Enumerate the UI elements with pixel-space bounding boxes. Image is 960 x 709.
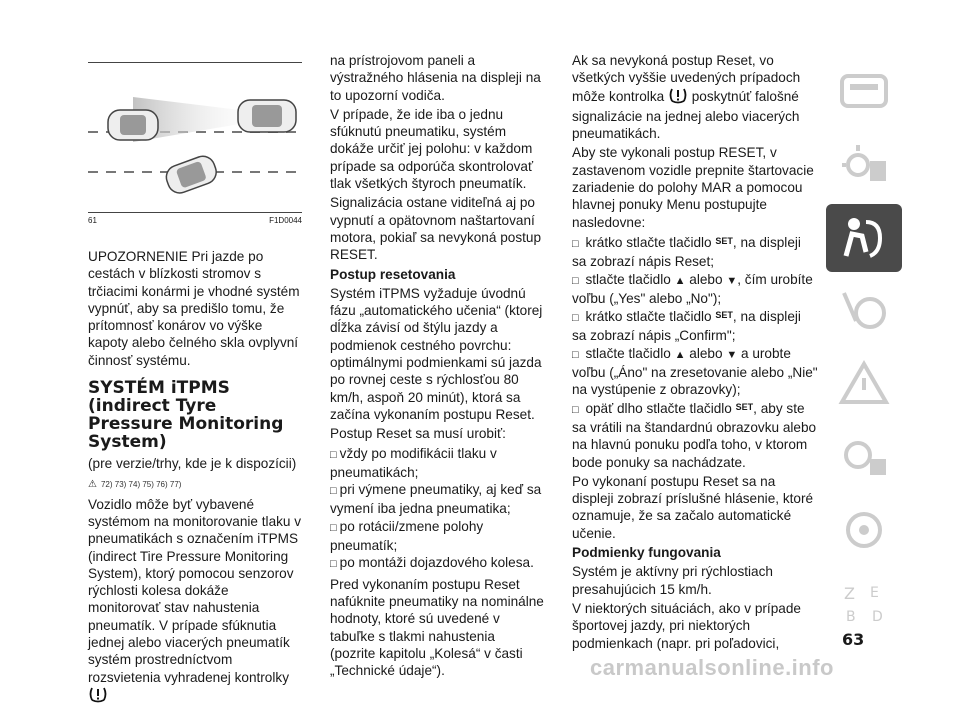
car-dashboard-icon[interactable] <box>826 58 902 126</box>
column-3 <box>572 52 818 654</box>
step-4-b: alebo <box>689 345 723 361</box>
safety-airbag-icon[interactable] <box>826 204 902 272</box>
figure-caption <box>88 216 302 225</box>
top-rule <box>88 62 302 63</box>
maintenance-icon[interactable] <box>826 423 902 491</box>
set-button-icon: SET <box>715 235 733 246</box>
svg-text:D: D <box>872 609 883 625</box>
set-button-icon: SET <box>735 401 754 412</box>
svg-text:Z: Z <box>844 584 855 603</box>
list-item: □ pri výmene pneumatiky, aj keď sa vymení iba jedna pneumatika; <box>330 481 544 518</box>
step-1-a: krátko stlačte tlačidlo <box>585 234 712 250</box>
reference-list: 72) 73) 74) 75) 76) 77) <box>100 480 182 490</box>
step-4-a: stlačte tlačidlo <box>585 345 671 361</box>
section-heading-reset: Postup resetovania <box>330 266 456 282</box>
step-3-a: krátko stlačte tlačidlo <box>585 309 712 325</box>
emergency-icon[interactable] <box>826 350 902 418</box>
step-2-c: , čím urobíte voľbu („Yes" alebo „No"); <box>572 271 813 306</box>
col3-paragraph-1-b: poskytnúť falošné signalizácie na jednej alebo viacerých pneumatikách. <box>572 88 800 142</box>
set-button-icon: SET <box>715 310 733 321</box>
technical-data-icon[interactable] <box>826 496 902 564</box>
col3-paragraph-2: Aby ste vykonali postup RESET, v zastavenom vozidle prepnite štartovacie zariadenie do polohy MAR a pomocou hlavnej ponuky Menu postupujte nasledovne: <box>572 145 814 230</box>
col3-paragraph-4: Systém je aktívny pri rýchlostiach presahujúcich 15 km/h. <box>572 564 773 597</box>
warning-triangle-icon: ⚠ <box>88 479 97 491</box>
watermark: carmanualsonline.info <box>590 655 834 680</box>
start-drive-icon[interactable] <box>826 277 902 345</box>
col2-paragraph-3: Signalizácia ostane viditeľná aj po vypnutí a opätovnom naštartovaní motora, pokiaľ sa nevykoná postup RESET. <box>330 195 542 263</box>
list-item: □ po rotácii/zmene polohy pneumatík; <box>330 518 544 555</box>
col3-paragraph-1 <box>572 52 818 142</box>
page-number: 63 <box>842 630 865 649</box>
col3-paragraph-3: Po vykonaní postupu Reset sa na displeji zobrazí príslušné hlásenie, ktoré oznamuje, že sa začalo automatické učenie. <box>572 473 814 541</box>
step-1-b: , na displeji sa zobrazí nápis Reset; <box>572 234 801 270</box>
list-item <box>572 271 818 308</box>
tyre-pressure-warning-icon <box>88 686 108 707</box>
availability-note: (pre verzie/trhy, kde je k dispozícii) <box>88 456 297 472</box>
col3-paragraph-5: V niektorých situáciách, ako v prípade športovej jazdy, pri niektorých podmienkach (napr. pri poľadovici, <box>572 600 801 651</box>
col2-paragraph-2: V prípade, že ide iba o jednu sfúknutú pneumatiku, systém dokáže určiť jej polohu: v každom prípade sa odporúča skontrolovať tlak všetkých štyroch pneumatík. <box>330 106 534 192</box>
column-1 <box>88 248 302 709</box>
index-icon[interactable] <box>826 569 902 637</box>
section-heading-itpms: SYSTÉM iTPMS (indirect Tyre Pressure Monitoring System) <box>88 378 284 453</box>
step-5-a: opäť dlho stlačte tlačidlo <box>585 400 732 416</box>
step-3-b: , na displeji sa zobrazí nápis „Confirm"; <box>572 309 801 344</box>
list-item <box>572 399 818 471</box>
figure-bottom-rule <box>88 212 302 213</box>
col2-paragraph-1: na prístrojovom paneli a výstražného hlásenia na displeji na to upozorní vodiča. <box>330 53 541 103</box>
column-2 <box>330 52 544 681</box>
itpms-intro-text: Vozidlo môže byť vybavené systémom na monitorovanie tlaku v pneumatikách s označením iTPMS (indirect Tire Pressure Monitoring System), ktorý pomocou senzorov rýchlosti kolesa dokáže monitorovať stav nahustenia pneumatík. V prípade sfúknutia jednej alebo viacerých pneumatík systém prostredníctvom rozsvietenia vyhradenej kontrolky <box>88 496 302 685</box>
step-2-b: alebo <box>689 271 723 287</box>
section-heading-conditions: Podmienky fungovania <box>572 545 721 561</box>
col2-paragraph-6: Pred vykonaním postupu Reset nafúknite pneumatiky na nominálne hodnoty, ktoré sú uvedené v tabuľke s tlakmi nahustenia (pozrite kapitolu „Kolesá“ v časti „Technické údaje“). <box>330 576 544 679</box>
figure-61 <box>88 72 302 212</box>
tyre-pressure-warning-icon <box>668 87 688 108</box>
svg-text:E: E <box>870 585 879 601</box>
list-item <box>572 307 818 345</box>
figure-code: F1D0044 <box>269 216 302 225</box>
warning-lights-icon[interactable] <box>826 131 902 199</box>
down-button-icon: ▼ <box>726 348 738 361</box>
car-sensor-illustration <box>88 72 302 212</box>
step-4-c: a urobte voľbu („Áno" na zresetovanie alebo „Nie" na vystúpenie z obrazovky); <box>572 345 818 398</box>
step-5-b: , aby ste sa vrátili na štandardnú obrazovku alebo na hlavnú ponuku podľa toho, v ktorom bode ponuky sa nachádzate. <box>572 400 817 470</box>
up-button-icon: ▲ <box>674 348 686 361</box>
step-2-a: stlačte tlačidlo <box>585 271 671 287</box>
list-item <box>572 233 818 271</box>
figure-number: 61 <box>88 216 97 225</box>
col2-paragraph-5: Postup Reset sa musí urobiť: <box>330 426 506 442</box>
list-item: □ po montáži dojazdového kolesa. <box>330 554 544 573</box>
list-item: □ vždy po modifikácii tlaku v pneumatikách; <box>330 445 544 482</box>
warning-paragraph: UPOZORNENIE Pri jazde po cestách v blízkosti stromov s trčiacimi konármi je vhodné systém vypnúť, aby sa predišlo tomu, že prítomnosť konárov vo výške kapoty alebo čelného skla ovplyvní činnosť systému. <box>88 249 300 368</box>
col2-paragraph-4: Systém iTPMS vyžaduje úvodnú fázu „automatického učenia“ (ktorej dĺžka závisí od štýlu jazdy a podmienok cestného povrchu: optimálnymi podmienkami sú jazda po rovnej ceste s rýchlosťou 80 km/h, aspoň 20 minút), ktorá sa začína vykonaním postupu Reset. <box>330 285 543 422</box>
reference-marks <box>88 474 302 493</box>
up-button-icon: ▲ <box>674 274 686 287</box>
col3-paragraph-1-a: Ak sa nevykoná postup Reset, vo všetkých vyššie uvedených prípadoch môže kontrolka <box>572 53 801 104</box>
itpms-intro-paragraph <box>88 496 302 708</box>
list-item <box>572 345 818 399</box>
chapter-tabs <box>826 58 906 642</box>
svg-text:B: B <box>846 609 856 625</box>
down-button-icon: ▼ <box>726 274 738 287</box>
